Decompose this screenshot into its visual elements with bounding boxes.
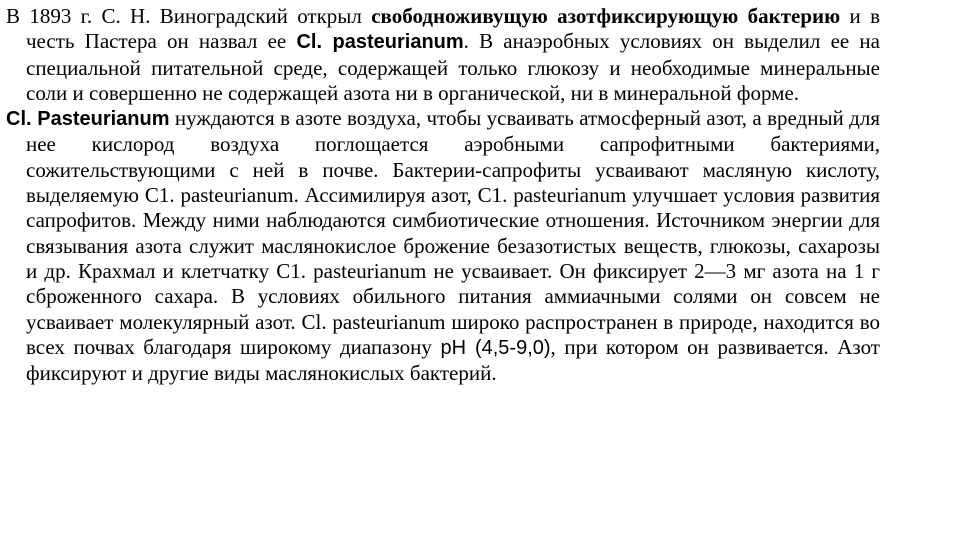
paragraph-physiology (6, 106, 880, 386)
paragraph-physiology-body: нуждаются в азоте воздуха, чтобы усваивать атмосферный азот, а вредный для нее кислород воздуха поглощается аэробными сапрофитными бактериями, сожительствующими с ней в почве. Бактерии-сапрофиты усваивают масляную кислоту, выделяемую С1. pasteurianum. Ассимилируя азот, С1. pasteurianum улучшает условия развития сапрофитов. Между ними наблюдаются симбиотические отношения. Источником энергии для связывания азота служит маслянокислое брожение безазотистых веществ, глюкозы, сахарозы и др. Крахмал и клетчатку С1. pasteurianum не усваивает. Он фиксирует 2—3 мг азота на 1 г сброженного сахара. В условиях обильного питания аммиачными солями он совсем не усваивает молекулярный азот. Cl. pasteurianum широко распространен в природе, находится во всех почвах благодаря широкому диапазону (26, 106, 880, 359)
paragraph-discovery-intro: В 1893 г. С. Н. Виноградский открыл (6, 4, 372, 28)
paragraph-discovery (6, 4, 880, 106)
paragraph-discovery-body: . В анаэробных условиях он выделил ее на специальной питательной среде, содержащей только глюкозу и необходимые минеральные соли и совершенно не содержащей азота ни в органической, ни в минеральной форме. (26, 29, 880, 105)
species-name-heading: Cl. Pasteurianum (6, 108, 170, 131)
bacterium-description: свободноживущую азотфиксирующую бактерию (371, 4, 841, 28)
ph-range: pH (4,5-9,0) (440, 336, 551, 359)
document-page (6, 4, 880, 386)
paragraph-physiology-ending: , при котором он развивается. Азот фиксируют и другие виды маслянокислых бактерий. (26, 334, 880, 386)
paragraph-discovery-naming: и в честь Пастера он назвал ее (26, 4, 880, 54)
species-name: Cl. pasteurianum (296, 31, 464, 54)
